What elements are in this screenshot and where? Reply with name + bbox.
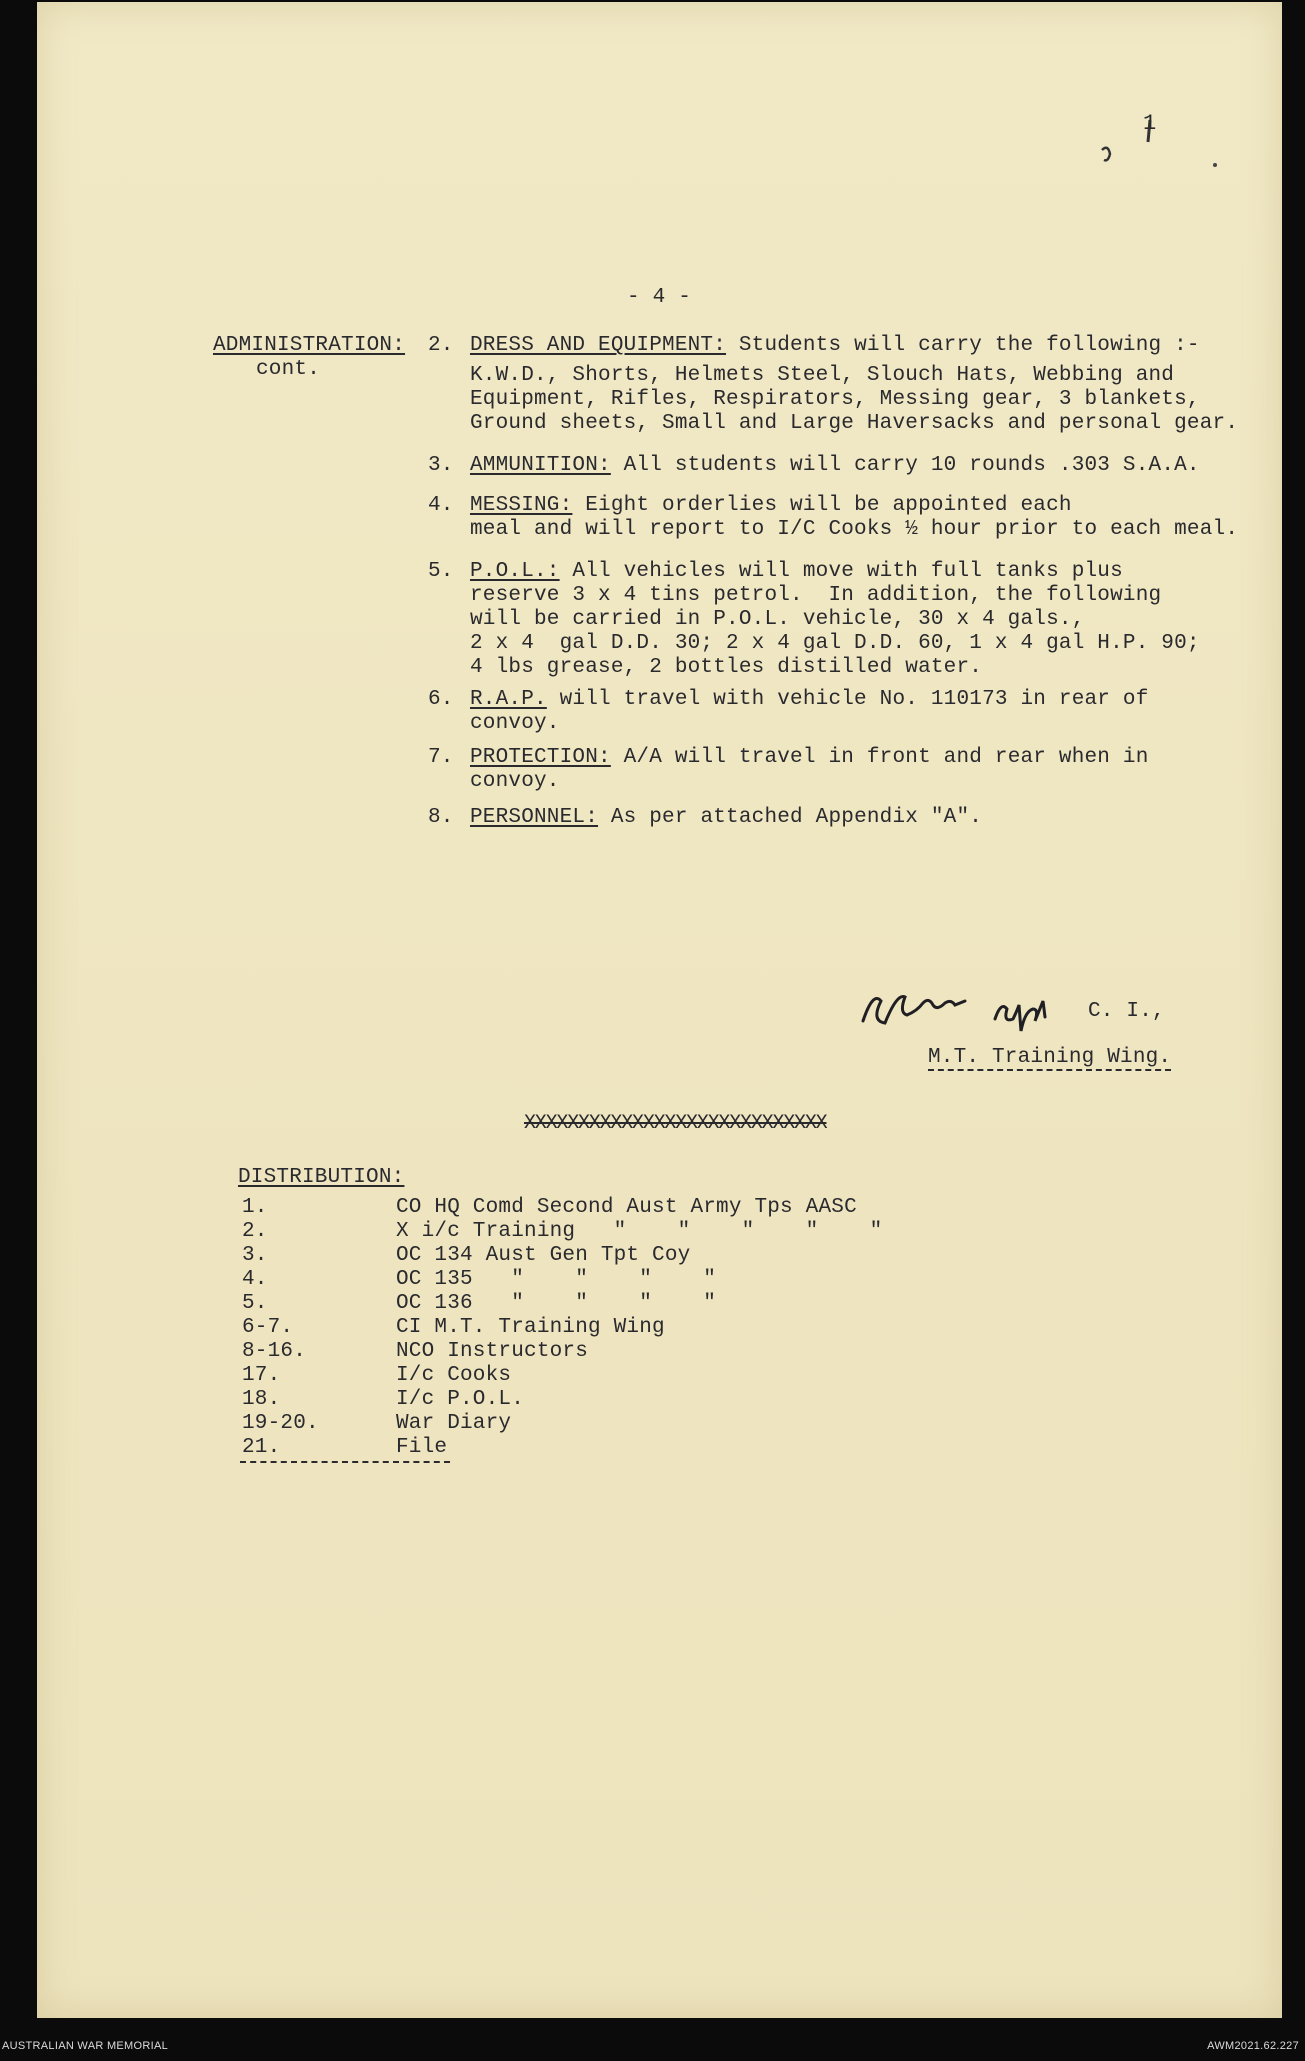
item-number: 4. <box>428 494 454 517</box>
item-line: All students will carry 10 rounds .303 S.A.A. <box>610 454 1200 477</box>
distribution-number: 6-7. <box>242 1316 294 1339</box>
item-line: All vehicles will move with full tanks plus <box>559 560 1123 583</box>
item-line: A/A will travel in front and rear when in <box>610 746 1149 769</box>
item-line: Eight orderlies will be appointed each <box>572 494 1072 517</box>
item-number: 8. <box>428 806 454 829</box>
distribution-recipient: I/c P.O.L. <box>396 1388 525 1411</box>
distribution-number: 2. <box>242 1220 268 1243</box>
distribution-number: 5. <box>242 1292 268 1315</box>
corner-number: 1 <box>1143 111 1157 136</box>
section-heading: ADMINISTRATION: <box>213 334 406 357</box>
page-number: - 4 - <box>627 286 692 309</box>
item-line: convoy. <box>470 712 560 735</box>
distribution-number: 4. <box>242 1268 268 1291</box>
item-line: As per attached Appendix "A". <box>598 806 983 829</box>
item-line: Students will carry the following :- <box>726 334 1200 357</box>
distribution-number: 8-16. <box>242 1340 307 1363</box>
item-line: K.W.D., Shorts, Helmets Steel, Slouch Hats, Webbing and <box>470 364 1175 387</box>
signature-rank: C. I., <box>1088 1000 1165 1023</box>
distribution-number: 19-20. <box>242 1412 319 1435</box>
item-number: 5. <box>428 560 454 583</box>
distribution-recipient: File <box>396 1436 448 1459</box>
signature-unit <box>928 1046 1171 1070</box>
item-title: AMMUNITION: <box>470 454 611 477</box>
item-line: convoy. <box>470 770 560 793</box>
item-line: 2 x 4 gal D.D. 30; 2 x 4 gal D.D. 60, 1 x 4 gal H.P. 90; <box>470 632 1200 655</box>
distribution-recipient: I/c Cooks <box>396 1364 512 1387</box>
distribution-number: 3. <box>242 1244 268 1267</box>
item-title: PROTECTION: <box>470 746 611 769</box>
item-number: 7. <box>428 746 454 769</box>
item-number: 6. <box>428 688 454 711</box>
distribution-number: 21. <box>242 1436 281 1459</box>
signature-unit-text: M.T. Training Wing. <box>928 1046 1172 1069</box>
item-line: meal and will report to I/C Cooks ½ hour prior to each meal. <box>470 518 1239 541</box>
item-title: R.A.P. <box>470 688 547 711</box>
item-line: 4 lbs grease, 2 bottles distilled water. <box>470 656 983 679</box>
distribution-recipient: OC 134 Aust Gen Tpt Coy <box>396 1244 691 1267</box>
footer-left: AUSTRALIAN WAR MEMORIAL <box>2 2040 169 2052</box>
distribution-recipient: X i/c Training " " " " " <box>396 1220 883 1243</box>
handwritten-signature <box>855 985 1075 1035</box>
distribution-number: 18. <box>242 1388 281 1411</box>
distribution-recipient: OC 136 " " " " <box>396 1292 717 1315</box>
distribution-number: 1. <box>242 1196 268 1219</box>
distribution-recipient: CO HQ Comd Second Aust Army Tps AASC <box>396 1196 857 1219</box>
item-title: DRESS AND EQUIPMENT: <box>470 334 727 357</box>
item-number: 2. <box>428 334 454 357</box>
item-line: will be carried in P.O.L. vehicle, 30 x 4 gals., <box>470 608 1085 631</box>
distribution-recipient: CI M.T. Training Wing <box>396 1316 665 1339</box>
distribution-heading: DISTRIBUTION: <box>238 1166 405 1189</box>
item-line: Equipment, Rifles, Respirators, Messing gear, 3 blankets, <box>470 388 1200 411</box>
item-number: 3. <box>428 454 454 477</box>
distribution-recipient: War Diary <box>396 1412 512 1435</box>
distribution-recipient: OC 135 " " " " <box>396 1268 717 1291</box>
item-line: reserve 3 x 4 tins petrol. In addition, the following <box>470 584 1162 607</box>
item-line: Ground sheets, Small and Large Haversacks and personal gear. <box>470 412 1239 435</box>
distribution-end-rule <box>240 1461 450 1463</box>
distribution-recipient: NCO Instructors <box>396 1340 589 1363</box>
item-line: will travel with vehicle No. 110173 in rear of <box>546 688 1149 711</box>
item-title: MESSING: <box>470 494 573 517</box>
item-title: PERSONNEL: <box>470 806 599 829</box>
separator-line: XXXXXXXXXXXXXXXXXXXXXXXXXXXX <box>524 1112 827 1135</box>
section-heading-cont: cont. <box>256 358 321 381</box>
distribution-number: 17. <box>242 1364 281 1387</box>
handwritten-corner-marks <box>1090 110 1240 190</box>
item-title: P.O.L.: <box>470 560 560 583</box>
footer-right: AWM2021.62.227 <box>1207 2040 1299 2052</box>
